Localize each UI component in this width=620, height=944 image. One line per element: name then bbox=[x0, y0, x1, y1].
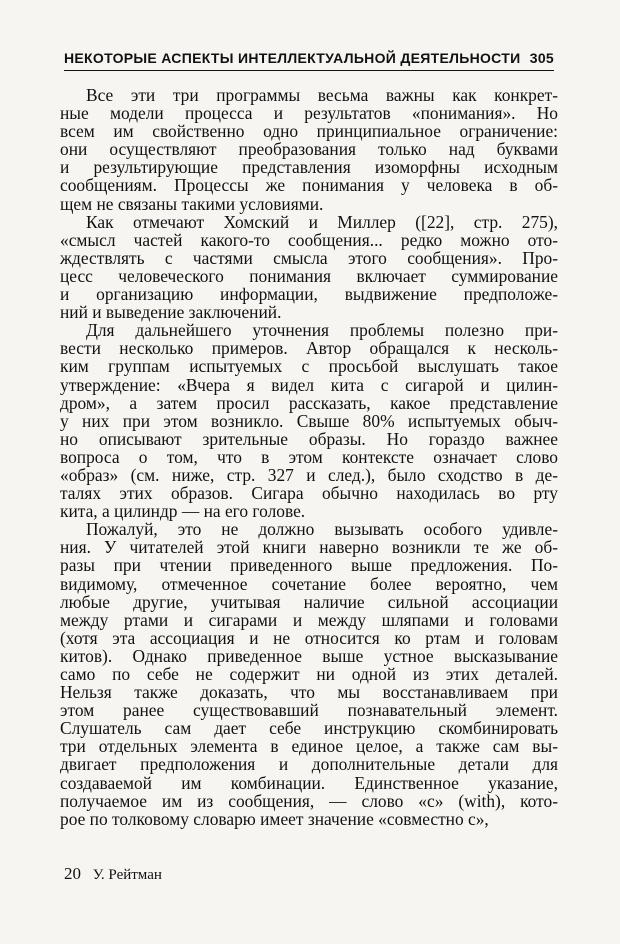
text-line: у них при этом возникло. Свыше 80% испытуемых обыч- bbox=[60, 410, 558, 431]
text-line: рое по толковому словарю имеет значение «совместно с», bbox=[60, 808, 489, 829]
page-number: 305 bbox=[529, 50, 554, 66]
text-line: между ртами и сигарами и между шляпами и головами bbox=[60, 609, 558, 630]
text-line: талях этих образов. Сигара обычно находилась во рту bbox=[60, 483, 558, 504]
signature-folio: 20 bbox=[64, 864, 81, 883]
text-line: Как отмечают Хомский и Миллер ([22], стр. 275), bbox=[86, 211, 558, 232]
text-line: и организацию информации, выдвижение предположе- bbox=[60, 284, 558, 305]
text-line: китов). Однако приведенное выше устное высказывание bbox=[60, 645, 558, 666]
text-line: ким группам испытуемых с просьбой выслушать такое bbox=[60, 356, 558, 377]
text-line: ные модели процесса и результатов «понимания». Но bbox=[60, 103, 558, 124]
paragraph bbox=[60, 86, 558, 213]
text-line: ний и выведение заключений. bbox=[60, 302, 282, 323]
text-line: и результирующие представления изоморфны исходным bbox=[60, 157, 558, 178]
text-line: ния. У читателей этой книги наверно возникли те же об- bbox=[60, 537, 558, 558]
running-header bbox=[64, 50, 554, 66]
text-line: Пожалуй, это не должно вызывать особого удивле- bbox=[86, 519, 558, 540]
text-line: они осуществляют преобразования только над буквами bbox=[60, 139, 558, 160]
text-line: этом ранее существовавший познавательный элемент. bbox=[60, 700, 558, 721]
signature-author: У. Рейтман bbox=[92, 867, 162, 883]
paragraph bbox=[60, 520, 558, 828]
text-line: ждествлять с частями смысла этого сообщения». Про- bbox=[60, 247, 558, 268]
text-line: разы при чтении приведенного выше предложения. По- bbox=[60, 555, 558, 576]
text-line: вопроса о том, что в этом контексте означает слово bbox=[60, 446, 558, 467]
text-line: само по себе не содержит ни одной из этих деталей. bbox=[60, 664, 558, 684]
text-line: любые другие, учитывая наличие сильной ассоциации bbox=[60, 591, 558, 612]
text-line: «смысл частей какого-то сообщения... редко можно ото- bbox=[60, 229, 558, 250]
text-line: создаваемой им комбинации. Единственное указание, bbox=[60, 772, 558, 793]
text-line: получаемое им из сообщения, — слово «с» (with), кото- bbox=[60, 790, 558, 811]
signature-footer bbox=[64, 864, 162, 884]
text-line: сообщениям. Процессы же понимания у человека в об- bbox=[60, 175, 558, 196]
text-line: двигает предположения и дополнительные детали для bbox=[60, 754, 558, 775]
text-line: цесс человеческого понимания включает суммирование bbox=[60, 265, 558, 286]
text-line: Слушатель сам дает себе инструкцию скомбинировать bbox=[60, 718, 558, 739]
running-title: НЕКОТОРЫЕ АСПЕКТЫ ИНТЕЛЛЕКТУАЛЬНОЙ ДЕЯТЕЛЬНОСТИ bbox=[64, 50, 521, 66]
text-line: вести несколько примеров. Автор обращался к несколь- bbox=[60, 338, 558, 359]
text-line: Для дальнейшего уточнения проблемы полезно при- bbox=[86, 320, 558, 341]
text-line: Нельзя также доказать, что мы восстанавливаем при bbox=[60, 682, 558, 703]
text-line: Все эти три программы весьма важны как конкрет- bbox=[86, 85, 558, 105]
body-text bbox=[60, 86, 558, 828]
text-line: всем им свойственно одно принципиальное ограничение: bbox=[60, 121, 558, 142]
header-rule bbox=[64, 70, 554, 71]
text-line: «образ» (см. ниже, стр. 327 и след.), было сходство в де- bbox=[60, 464, 558, 485]
text-line: три отдельных элемента в единое целое, а также сам вы- bbox=[60, 736, 558, 757]
text-line: (хотя эта ассоциация и не относится ко ртам и головам bbox=[60, 627, 558, 648]
text-line: утверждение: «Вчера я видел кита с сигарой и цилин- bbox=[60, 374, 558, 395]
text-line: но описывают зрительные образы. Но гораздо важнее bbox=[60, 428, 558, 449]
text-line: кита, а цилиндр — на его голове. bbox=[60, 501, 306, 522]
text-line: видимому, отмеченное сочетание более вероятно, чем bbox=[60, 573, 558, 594]
text-line: щем не связаны такими условиями. bbox=[60, 193, 324, 214]
text-line: дром», а затем просил рассказать, какое представление bbox=[60, 392, 558, 413]
paragraph bbox=[60, 321, 558, 520]
paragraph bbox=[60, 213, 558, 322]
